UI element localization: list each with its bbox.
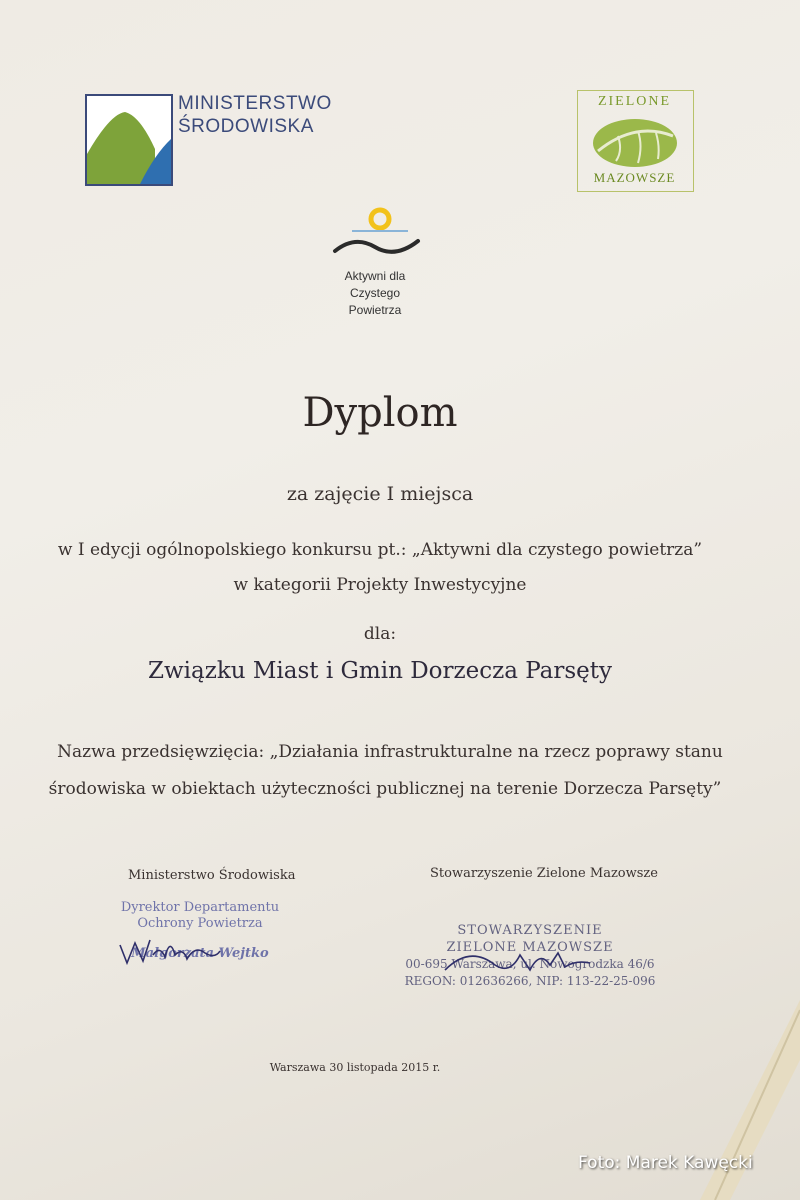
handwritten-signature-right [440,935,600,980]
stamp-address: 00-695 Warszawa, ul. Nowogrodzka 46/6 [405,957,655,971]
stamp-line2: Ochrony Powietrza [137,916,263,931]
diploma-title: Dyplom [302,390,458,436]
stamp-line1: Dyrektor Departamentu [120,900,280,915]
stamp-line1: STOWARZYSZENIE [457,923,603,938]
category-line: w kategorii Projekty Inwestycyjne [233,575,527,595]
ministry-logo-text [178,92,332,138]
signature-label-association: Stowarzyszenie Zielone Mazowsze [430,866,658,881]
campaign-line2: Czystego [349,286,401,300]
contest-line: w I edycji ogólnopolskiego konkursu pt.: „Aktywni dla czystego powietrza” [57,540,703,560]
campaign-logo-text [300,268,450,319]
diploma-subtitle: za zajęcie I miejsca [286,483,474,505]
stamp-regon: REGON: 012636266, NIP: 113-22-25-096 [404,974,656,988]
ministry-name-line2: ŚRODOWISKA [178,116,314,137]
stamp-line2: ZIELONE MAZOWSZE [446,940,614,955]
campaign-line1: Aktywni dla [344,269,406,283]
project-name-line2: środowiska w obiektach użyteczności publicznej na terenie Dorzecza Parsęty” [48,779,722,799]
handwritten-signature-left [115,925,225,970]
campaign-line3: Powietrza [348,303,402,317]
recipient-name: Związku Miast i Gmin Dorzecza Parsęty [147,658,613,684]
signature-label-ministry: Ministerstwo Środowiska [128,868,296,883]
sun-wave-icon [330,205,425,265]
project-name-line1: Nazwa przedsięwzięcia: „Działania infrastrukturalne na rzecz poprawy stanu [57,742,723,762]
issue-date: Warszawa 30 listopada 2015 r. [269,1061,441,1074]
ministry-name-line1: MINISTERSTWO [178,93,332,114]
zm-logo-bottom: MAZOWSZE [593,170,676,185]
photo-credit: Foto: Marek Kawęcki [578,1153,753,1173]
stamp-name: Małgorzata Wejtko [131,946,269,961]
ministry-logo-icon [85,94,173,186]
for-label: dla: [363,624,397,644]
zm-logo-top: ZIELONE [597,94,672,109]
